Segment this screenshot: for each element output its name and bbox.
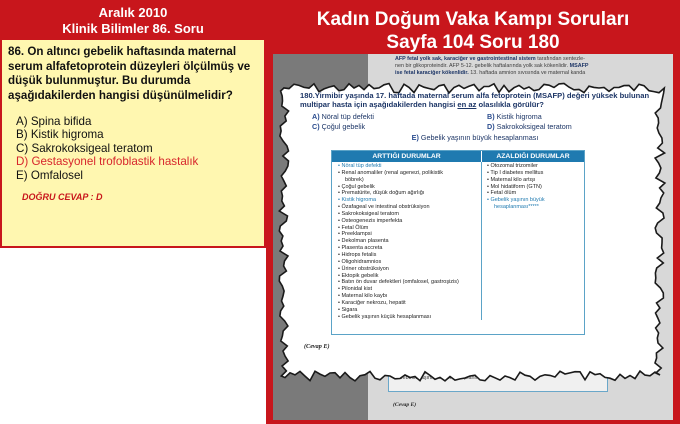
- exam-header: [2, 2, 264, 40]
- exam-option: E) Omfalosel: [16, 168, 84, 182]
- table-row: • Üriner obstrüksiyon: [338, 266, 481, 273]
- background-text-line: ise fetal karaciğer kökenlidir. 13. haftada amnion sıvısında ve maternal kanda: [395, 70, 586, 76]
- book-question-panel: [266, 0, 680, 424]
- table-row: • Batın ön duvar defektleri (omfalosel, gastroşizis): [338, 279, 481, 286]
- background-answer: (Cevap E): [393, 402, 417, 408]
- exam-question-text: 86. On altıncı gebelik haftasında maternal serum alfafetoprotein düzeyleri ölçülmüş ve düşük bulunmuştur. Bu durumda aşağıdakilerden hangisi düşünülmelidir?: [8, 45, 251, 102]
- book-option: B) Kistik higroma: [487, 112, 542, 122]
- table-row: • Ektopik gebelik: [338, 273, 481, 280]
- exam-option: C) Sakrokoksigeal teratom: [16, 141, 153, 155]
- table-row: • Dekolman plasenta: [338, 238, 481, 245]
- table-row: • Maternal kilo kaybı: [338, 293, 481, 300]
- book-option: A) Nöral tüp defekti: [312, 112, 374, 122]
- torn-page-content: [300, 91, 650, 143]
- table-row: • Gebelik yaşının küçük hesaplanması: [338, 314, 481, 321]
- exam-date: Aralık 2010: [98, 5, 168, 20]
- exam-option: B) Kistik higroma: [16, 128, 104, 142]
- table-row: • Tip I diabetes mellitus: [487, 170, 584, 177]
- decreased-header: AZALDIĞI DURUMLAR: [496, 153, 570, 160]
- table-row: • Sigara: [338, 307, 481, 314]
- book-answer: (Cevap E): [304, 343, 330, 350]
- exam-option: D) Gestasyonel trofoblastik hastalık: [16, 155, 199, 169]
- exam-question-body: [2, 40, 264, 246]
- torn-page-excerpt: [276, 80, 668, 384]
- book-option: C) Çoğul gebelik: [312, 122, 366, 132]
- table-row: • Preeklampsi: [338, 231, 481, 238]
- exam-subject: Klinik Bilimler 86. Soru: [62, 21, 204, 36]
- table-row: böbrek): [345, 176, 364, 183]
- table-body: [332, 162, 584, 320]
- decreased-column: [482, 162, 584, 320]
- table-row: • Kistik higroma: [338, 197, 481, 204]
- table-row: • Maternal kilo artışı: [487, 177, 584, 184]
- increased-column: [332, 162, 482, 320]
- table-row: hesaplanması*****: [494, 204, 539, 211]
- book-option: D) Sakrokoksigeal teratom: [487, 122, 572, 132]
- table-row: • Otozomal trizomiler: [487, 163, 584, 170]
- table-row: • Pilonidal kist: [338, 286, 481, 293]
- table-row: • Renal anomaliler (renal agenezi, polikistik: [338, 170, 481, 177]
- table-row: • Plasenta accreta: [338, 245, 481, 252]
- afp-conditions-table: [331, 150, 585, 335]
- table-row: • Özafageal ve intestinal obstrüksiyon: [338, 204, 481, 211]
- book-page-ref: Sayfa 104 Soru 180: [386, 32, 560, 53]
- table-row: • Fetal Ölüm: [338, 225, 481, 232]
- increased-header: ARTTIĞI DURUMLAR: [332, 151, 482, 162]
- table-row: • Mol hidatiform (GTN): [487, 184, 584, 191]
- table-row: • Fetal ölüm: [487, 190, 584, 197]
- table-row: • Osteogenezis imperfekta: [338, 218, 481, 225]
- table-row: • Gebelik yaşının büyük: [487, 197, 584, 204]
- correct-answer: DOĞRU CEVAP : D: [22, 192, 103, 203]
- table-row: • Nöral tüp defekti: [338, 163, 481, 170]
- exam-options-list: [16, 115, 258, 182]
- table-row: • Çoğul gebelik: [338, 184, 481, 191]
- book-title: Kadın Doğum Vaka Kampı Soruları: [316, 9, 630, 30]
- table-row: • Hidrops fetalis: [338, 252, 481, 259]
- book-question-text: 180.Yirmibir yaşında 17. haftada maternal serum alfa fetoprotein (MSAFP) değeri yüksek bulunan multipar hasta için aşağıdakilerden hangisi en az olasılıkla görülür?: [300, 91, 650, 110]
- table-row: • Sakrokoksigeal teratom: [338, 211, 481, 218]
- book-option: E) Gebelik yaşının büyük hesaplanması: [411, 133, 539, 143]
- table-header: [332, 151, 584, 162]
- exam-question-panel: [0, 0, 266, 248]
- table-row: • Karaciğer nekrozu, hepatit: [338, 300, 481, 307]
- book-options-list: [300, 112, 650, 143]
- background-text-line: AFP fetal yolk sak, karaciğer ve gastrointestinal sistem tarafından sentezle-: [395, 56, 585, 62]
- exam-option: A) Spina bifida: [16, 115, 92, 128]
- background-text-line: nen bir glikoproteindir. AFP 5-12. gebelik haftalarında yolk sak kökenlidir. MSAFP: [395, 63, 589, 69]
- table-row: • Prematürite, düşük doğum ağırlığı: [338, 190, 481, 197]
- book-header: [266, 0, 680, 54]
- table-row: • Oligohidramnios: [338, 259, 481, 266]
